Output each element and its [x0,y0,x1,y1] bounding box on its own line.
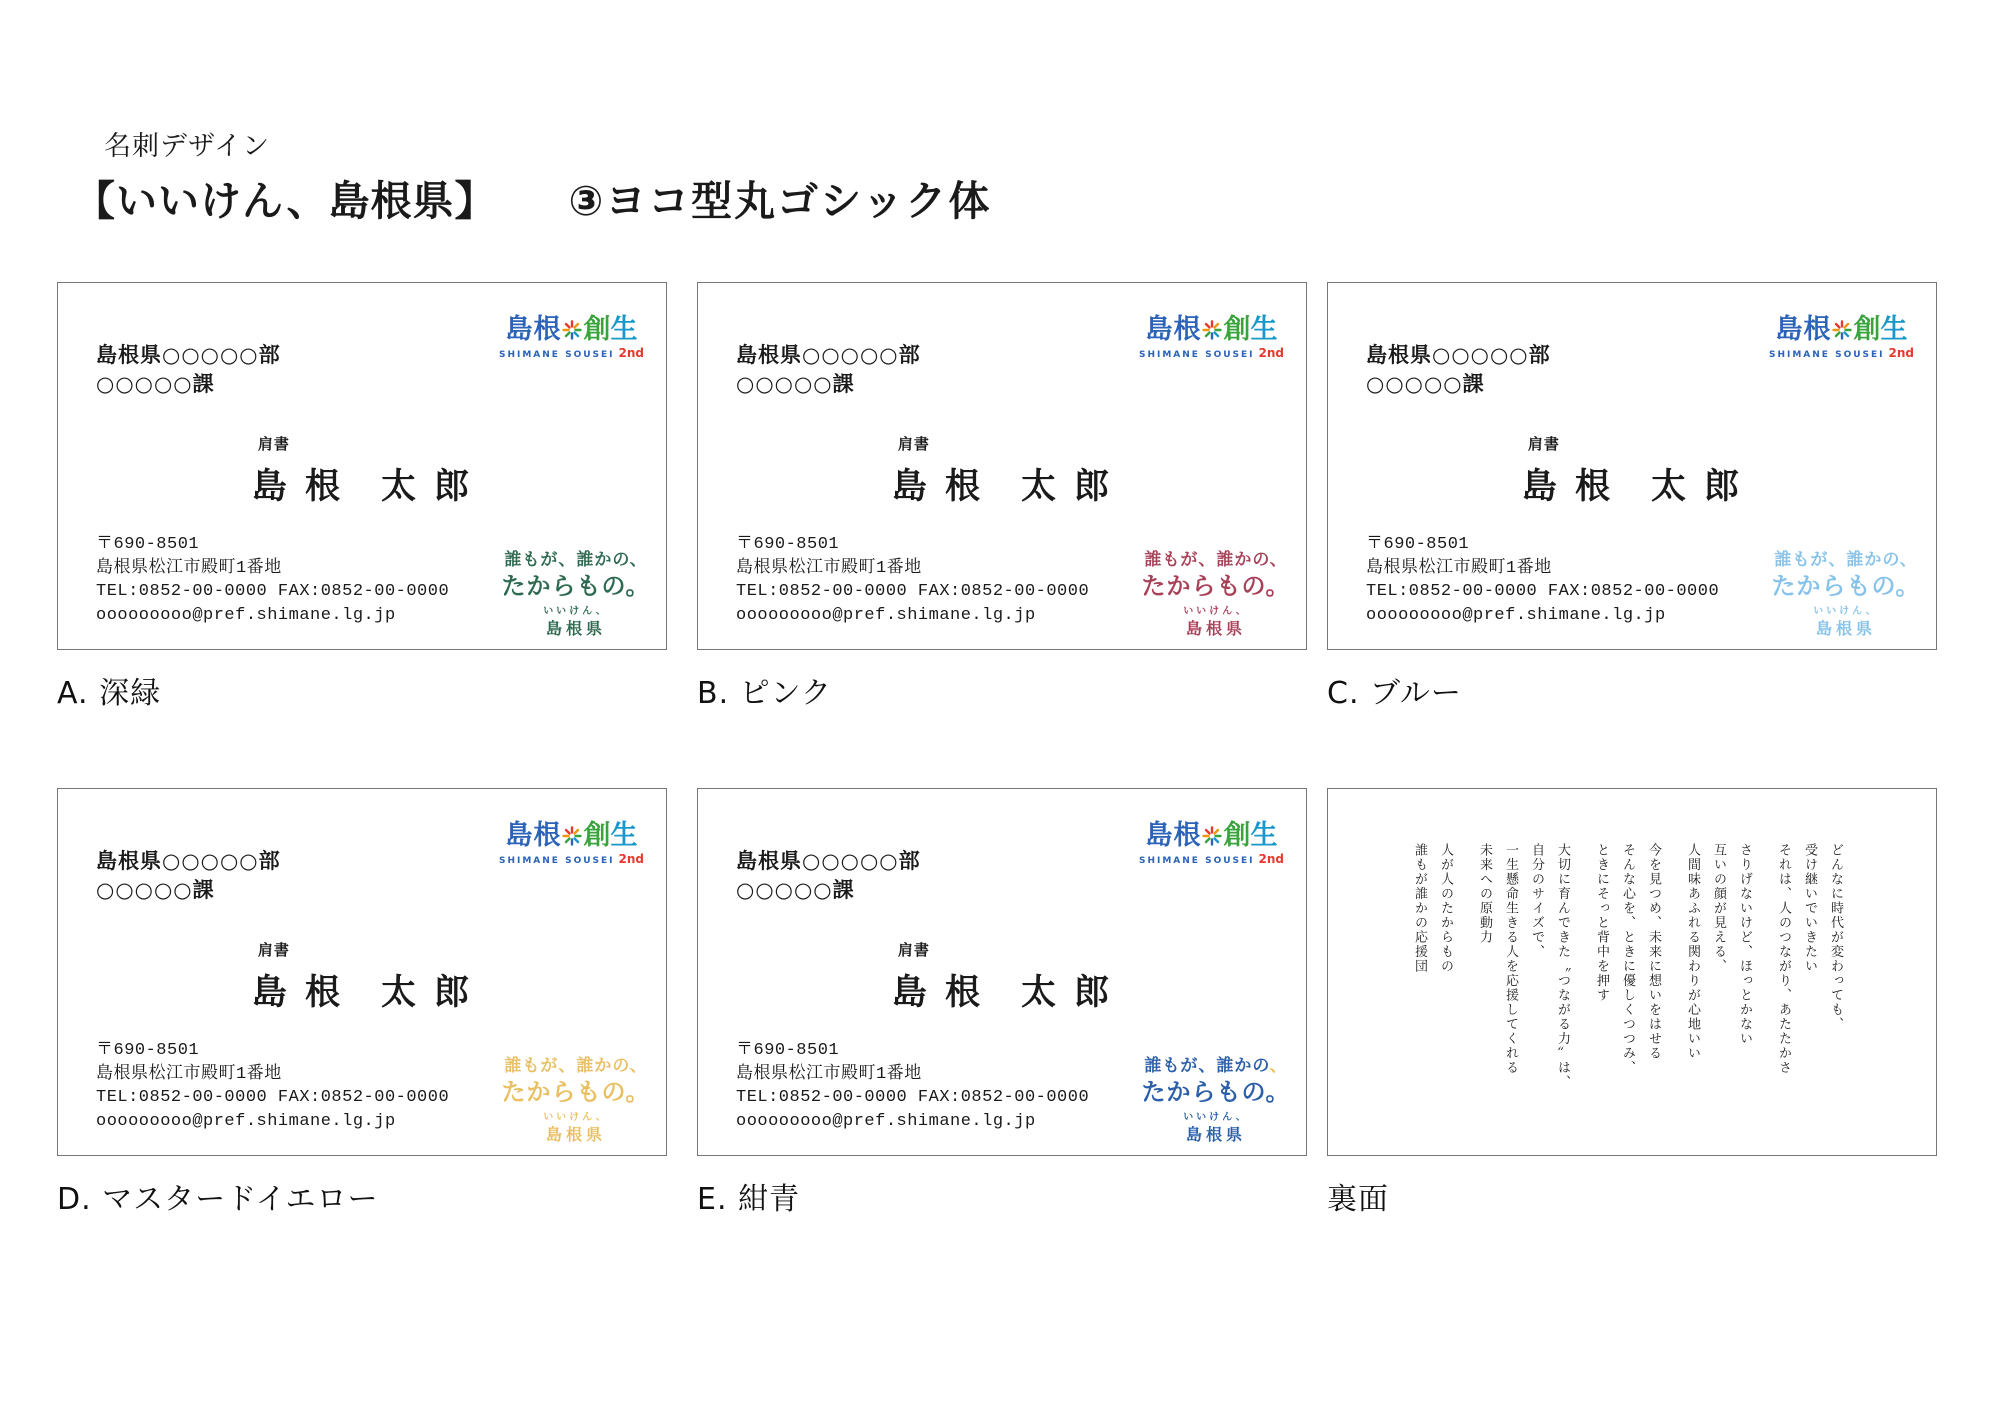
tel-fax-line: TEL:0852-00-0000 FAX:0852-00-0000 [96,582,450,601]
slogan-line2: たからもの。 [501,1078,651,1106]
slogan-block [498,1058,654,1143]
poem-line: 未来への原動力 [1477,843,1492,945]
department-block [736,341,921,399]
asterisk-star-icon [562,320,582,340]
logo-wordmark [1769,316,1914,343]
logo-edition: 2nd [1888,346,1914,360]
slogan-line1-comma: 、 [629,550,648,570]
poem-line: 今を見つめ、未来に想いをはせる [1646,843,1661,1061]
logo-kanji-sei: 生 [1250,314,1278,345]
logo-kanji-shimane: 島根 [1145,820,1202,851]
slogan-line1-text: 誰もが、誰かの [1774,550,1900,570]
slogan-sub2: 島根県 [1185,619,1246,638]
logo-edition: 2nd [618,346,644,360]
slogan-line1-comma: 、 [1899,550,1918,570]
slogan-line1 [1138,552,1294,569]
doc-label: 名刺デザイン [104,131,271,162]
card-front-d [57,788,667,1156]
variant-label-d: D. マスタードイエロー [57,1182,379,1217]
slogan-line1-comma: 、 [1269,1056,1288,1076]
logo-subline [499,853,644,866]
shimane-sousei-logo [1139,822,1284,866]
poem-line: 大切に育んできた〝つながる力〟は、 [1555,843,1570,1090]
slogan-line1-text: 誰もが、誰かの [504,1056,630,1076]
address-block [736,533,1089,627]
logo-edition: 2nd [1258,346,1284,360]
department-line1: 島根県○○○○○部 [736,343,921,367]
logo-kanji-shimane: 島根 [505,820,562,851]
postal-code: 〒690-8501 [736,1041,840,1060]
slogan-block [1138,1058,1294,1143]
slogan-line2: たからもの。 [1141,572,1291,600]
tel-fax-line: TEL:0852-00-0000 FAX:0852-00-0000 [736,582,1090,601]
job-title-label: 肩書 [257,435,290,453]
asterisk-star-icon [1202,826,1222,846]
asterisk-star-icon [1832,320,1852,340]
person-name: 島 根 太 郎 [251,467,473,507]
slogan-line1-comma: 、 [629,1056,648,1076]
email-line: ooooooooo@pref.shimane.lg.jp [96,1111,396,1131]
logo-wordmark [1139,822,1284,849]
tel-fax-line: TEL:0852-00-0000 FAX:0852-00-0000 [736,1088,1090,1107]
slogan-line2: たからもの。 [1771,572,1921,600]
logo-wordmark [1139,316,1284,343]
slogan-sub2: 島根県 [545,1125,606,1144]
logo-kanji-shimane: 島根 [1775,314,1832,345]
department-line2: ○○○○○課 [96,372,215,396]
poem-line: 人間味あふれる関わりが心地いい [1685,843,1700,1061]
person-name: 島 根 太 郎 [891,467,1113,507]
department-block [96,847,281,905]
logo-romaji: SHIMANE SOUSEI [1138,350,1255,360]
logo-kanji-sou: 創 [1223,314,1251,345]
email-line: ooooooooo@pref.shimane.lg.jp [736,1111,1036,1131]
department-block [736,847,921,905]
address-block [96,533,449,627]
shimane-sousei-logo [499,316,644,360]
asterisk-star-icon [562,826,582,846]
department-line2: ○○○○○課 [736,878,855,902]
address-line: 島根県松江市殿町1番地 [736,558,922,578]
slogan-sub1: いいけん、 [1183,606,1249,617]
job-title-label: 肩書 [257,941,290,959]
address-block [736,1039,1089,1133]
department-line2: ○○○○○課 [96,878,215,902]
address-line: 島根県松江市殿町1番地 [96,558,282,578]
logo-kanji-sei: 生 [1880,314,1908,345]
poem-line: 自分のサイズで、 [1529,843,1544,959]
asterisk-star-icon [1202,320,1222,340]
slogan-sub2: 島根県 [1815,619,1876,638]
email-line: ooooooooo@pref.shimane.lg.jp [736,605,1036,625]
card-back [1327,788,1937,1156]
logo-kanji-sei: 生 [610,820,638,851]
slogan-sub1: いいけん、 [1183,1112,1249,1123]
logo-kanji-sou: 創 [1223,820,1251,851]
tel-fax-line: TEL:0852-00-0000 FAX:0852-00-0000 [96,1088,450,1107]
variant-label-c: C. ブルー [1327,676,1462,711]
poem-line: 受け継いでいきたい [1802,843,1817,974]
shimane-sousei-logo [1769,316,1914,360]
logo-kanji-shimane: 島根 [1145,314,1202,345]
logo-kanji-sei: 生 [1250,820,1278,851]
slogan-line1 [1138,1058,1294,1075]
slogan-sub2: 島根県 [1185,1125,1246,1144]
logo-romaji: SHIMANE SOUSEI [1768,350,1885,360]
slogan-sub1: いいけん、 [543,606,609,617]
logo-kanji-sou: 創 [583,820,611,851]
department-line1: 島根県○○○○○部 [736,849,921,873]
poem-line: そんな心を、ときに優しくつつみ、 [1620,843,1635,1075]
slogan-sub1: いいけん、 [543,1112,609,1123]
email-line: ooooooooo@pref.shimane.lg.jp [96,605,396,625]
person-name: 島 根 太 郎 [1521,467,1743,507]
slogan-line1 [1768,552,1924,569]
logo-romaji: SHIMANE SOUSEI [498,856,615,866]
card-front-c [1327,282,1937,650]
poem-stanza [1679,843,1757,1109]
poem-line: どんなに時代が変わっても、 [1828,843,1843,1032]
postal-code: 〒690-8501 [1366,535,1470,554]
poem-line: それは、人のつながり、あたたかさ [1776,843,1791,1075]
address-block [1366,533,1719,627]
doc-title-main: 【いいけん、島根県】 [74,177,497,225]
logo-kanji-sei: 生 [610,314,638,345]
name-block [58,939,666,1015]
variant-label-a: A. 深緑 [57,676,162,711]
slogan-line1-text: 誰もが、誰かの [504,550,630,570]
slogan-block [498,552,654,637]
address-line: 島根県松江市殿町1番地 [96,1064,282,1084]
slogan-block [1138,552,1294,637]
poem-stanza [1406,843,1458,1109]
postal-code: 〒690-8501 [96,535,200,554]
slogan-sub1: いいけん、 [1813,606,1879,617]
person-name: 島 根 太 郎 [891,973,1113,1013]
department-line1: 島根県○○○○○部 [96,849,281,873]
poem-line: 互いの顔が見える、 [1711,843,1726,974]
logo-edition: 2nd [1258,852,1284,866]
person-name: 島 根 太 郎 [251,973,473,1013]
department-line1: 島根県○○○○○部 [1366,343,1551,367]
tel-fax-line: TEL:0852-00-0000 FAX:0852-00-0000 [1366,582,1720,601]
shimane-sousei-logo [1139,316,1284,360]
card-front-a [57,282,667,650]
logo-romaji: SHIMANE SOUSEI [498,350,615,360]
poem-line: 一生懸命生きる人を応援してくれる [1503,843,1518,1075]
poem-line: さりげないけど、ほっとかない [1737,843,1752,1046]
slogan-line2: たからもの。 [501,572,651,600]
slogan-line1 [498,552,654,569]
address-block [96,1039,449,1133]
name-block [1328,433,1936,509]
back-label: 裏面 [1327,1182,1389,1217]
slogan-line1 [498,1058,654,1075]
address-line: 島根県松江市殿町1番地 [1366,558,1552,578]
name-block [58,433,666,509]
name-block [698,433,1306,509]
department-line2: ○○○○○課 [1366,372,1485,396]
poem-stanza [1770,843,1848,1109]
slogan-line1-text: 誰もが、誰かの [1144,1056,1270,1076]
postal-code: 〒690-8501 [736,535,840,554]
card-front-b [697,282,1307,650]
poem-line: 人が人のたからもの [1438,843,1453,974]
logo-wordmark [499,316,644,343]
logo-kanji-shimane: 島根 [505,314,562,345]
job-title-label: 肩書 [897,435,930,453]
poem-stanza [1588,843,1666,1109]
logo-subline [1139,347,1284,360]
logo-subline [1769,347,1914,360]
logo-romaji: SHIMANE SOUSEI [1138,856,1255,866]
department-line2: ○○○○○課 [736,372,855,396]
slogan-line1-comma: 、 [1269,550,1288,570]
slogan-block [1768,552,1924,637]
address-line: 島根県松江市殿町1番地 [736,1064,922,1084]
department-line1: 島根県○○○○○部 [96,343,281,367]
card-front-e [697,788,1307,1156]
variant-label-b: B. ピンク [697,676,833,711]
logo-subline [1139,853,1284,866]
back-poem [1393,843,1848,1109]
job-title-label: 肩書 [897,941,930,959]
logo-wordmark [499,822,644,849]
poem-stanza [1471,843,1575,1109]
slogan-sub2: 島根県 [545,619,606,638]
slogan-line1-text: 誰もが、誰かの [1144,550,1270,570]
variant-label-e: E. 紺青 [697,1182,801,1217]
email-line: ooooooooo@pref.shimane.lg.jp [1366,605,1666,625]
department-block [96,341,281,399]
logo-subline [499,347,644,360]
logo-kanji-sou: 創 [1853,314,1881,345]
doc-title-suffix: ③ヨコ型丸ゴシック体 [568,177,992,225]
logo-edition: 2nd [618,852,644,866]
poem-line: ときにそっと背中を押す [1594,843,1609,1003]
name-block [698,939,1306,1015]
shimane-sousei-logo [499,822,644,866]
department-block [1366,341,1551,399]
poem-line: 誰もが誰かの応援団 [1412,843,1427,974]
slogan-line2: たからもの。 [1141,1078,1291,1106]
doc-title [74,168,991,227]
job-title-label: 肩書 [1527,435,1560,453]
logo-kanji-sou: 創 [583,314,611,345]
postal-code: 〒690-8501 [96,1041,200,1060]
